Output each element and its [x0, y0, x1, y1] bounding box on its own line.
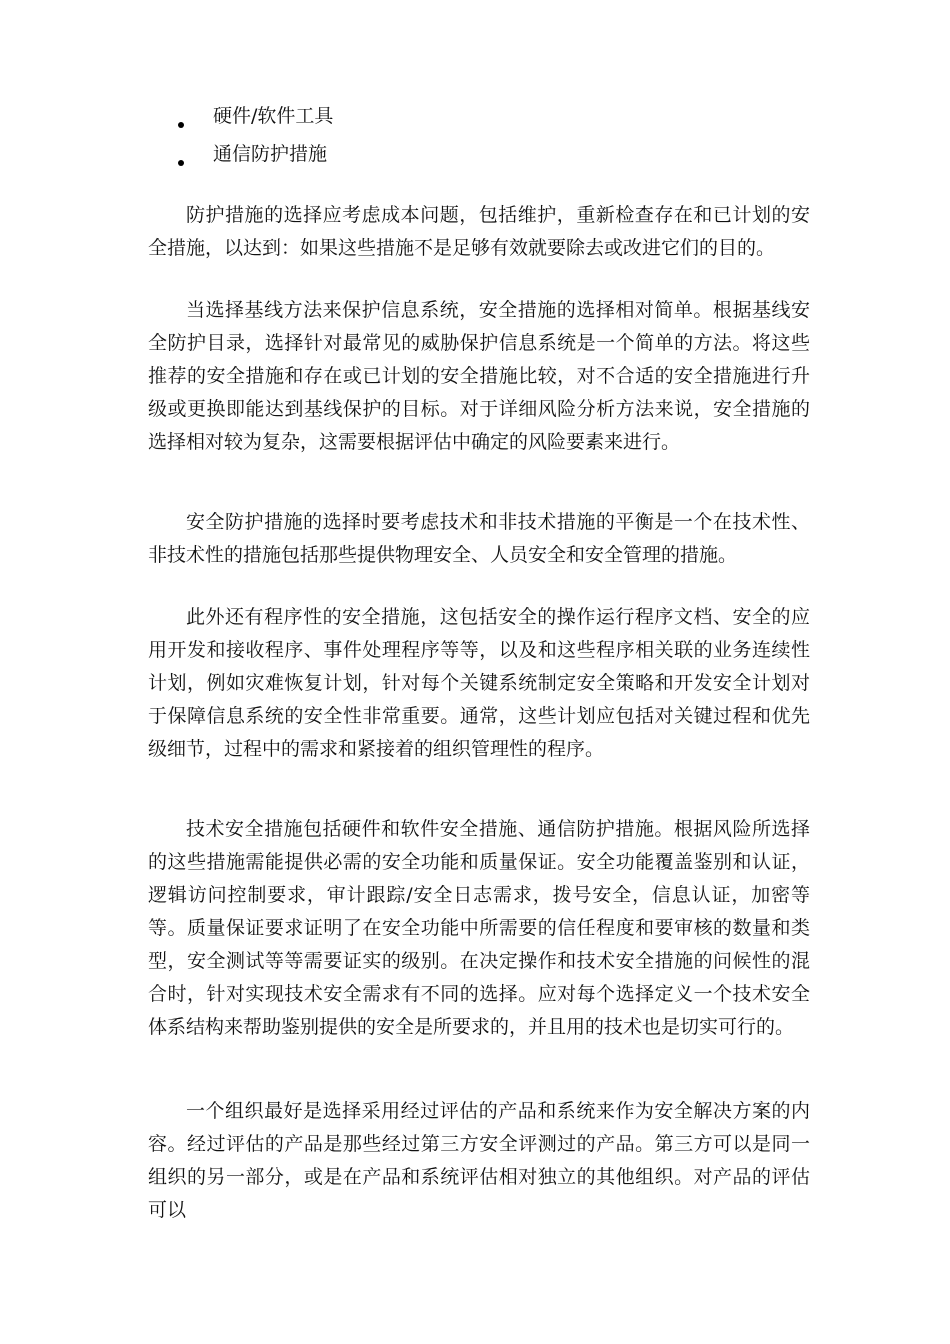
list-item-text: 硬件/软件工具: [213, 105, 334, 127]
bullet-list: [0, 101, 950, 177]
paragraph-baseline-method: 当选择基线方法来保护信息系统，安全措施的选择相对简单。根据基线安全防护目录，选择针对最常见的威胁保护信息系统是一个简单的方法。将这些推荐的安全措施和存在或已计划的安全措施比较，对不合适的安全措施进行升级或更换即能达到基线保护的目标。对于详细风险分析方法来说，安全措施的选择相对较为复杂，这需要根据评估中确定的风险要素来进行。: [148, 299, 810, 453]
list-item-text: 通信防护措施: [213, 143, 328, 165]
list-item: [0, 139, 950, 177]
paragraph-procedural-measures: 此外还有程序性的安全措施，这包括安全的操作运行程序文档、安全的应用开发和接收程序、事件处理程序等等，以及和这些程序相关联的业务连续性计划，例如灾难恢复计划，针对每个关键系统制定安全策略和开发安全计划对于保障信息系统的安全性非常重要。通常，这些计划应包括对关键过程和优先级细节，过程中的需求和紧接着的组织管理性的程序。: [148, 606, 810, 760]
list-item: [0, 101, 950, 139]
paragraph-cost-consideration: 防护措施的选择应考虑成本问题，包括维护，重新检查存在和已计划的安全措施，以达到：如果这些措施不是足够有效就要除去或改进它们的目的。: [148, 204, 810, 259]
bullet-icon: [178, 122, 184, 128]
paragraph-balance-measures: 安全防护措施的选择时要考虑技术和非技术措施的平衡是一个在技术性、非技术性的措施包括那些提供物理安全、人员安全和安全管理的措施。: [148, 511, 810, 566]
bullet-icon: [178, 160, 184, 166]
paragraph-evaluated-products: 一个组织最好是选择采用经过评估的产品和系统来作为安全解决方案的内容。经过评估的产品是那些经过第三方安全评测过的产品。第三方可以是同一组织的另一部分，或是在产品和系统评估相对独立的其他组织。对产品的评估可以: [148, 1100, 810, 1221]
paragraph-technical-measures: 技术安全措施包括硬件和软件安全措施、通信防护措施。根据风险所选择的这些措施需能提供必需的安全功能和质量保证。安全功能覆盖鉴别和认证，逻辑访问控制要求，审计跟踪/安全日志需求，拨号安全，信息认证，加密等等。质量保证要求证明了在安全功能中所需要的信任程度和要审核的数量和类型，安全测试等等需要证实的级别。在决定操作和技术安全措施的问候性的混合时，针对实现技术安全需求有不同的选择。应对每个选择定义一个技术安全体系结构来帮助鉴别提供的安全是所要求的，并且用的技术也是切实可行的。: [148, 818, 810, 1038]
